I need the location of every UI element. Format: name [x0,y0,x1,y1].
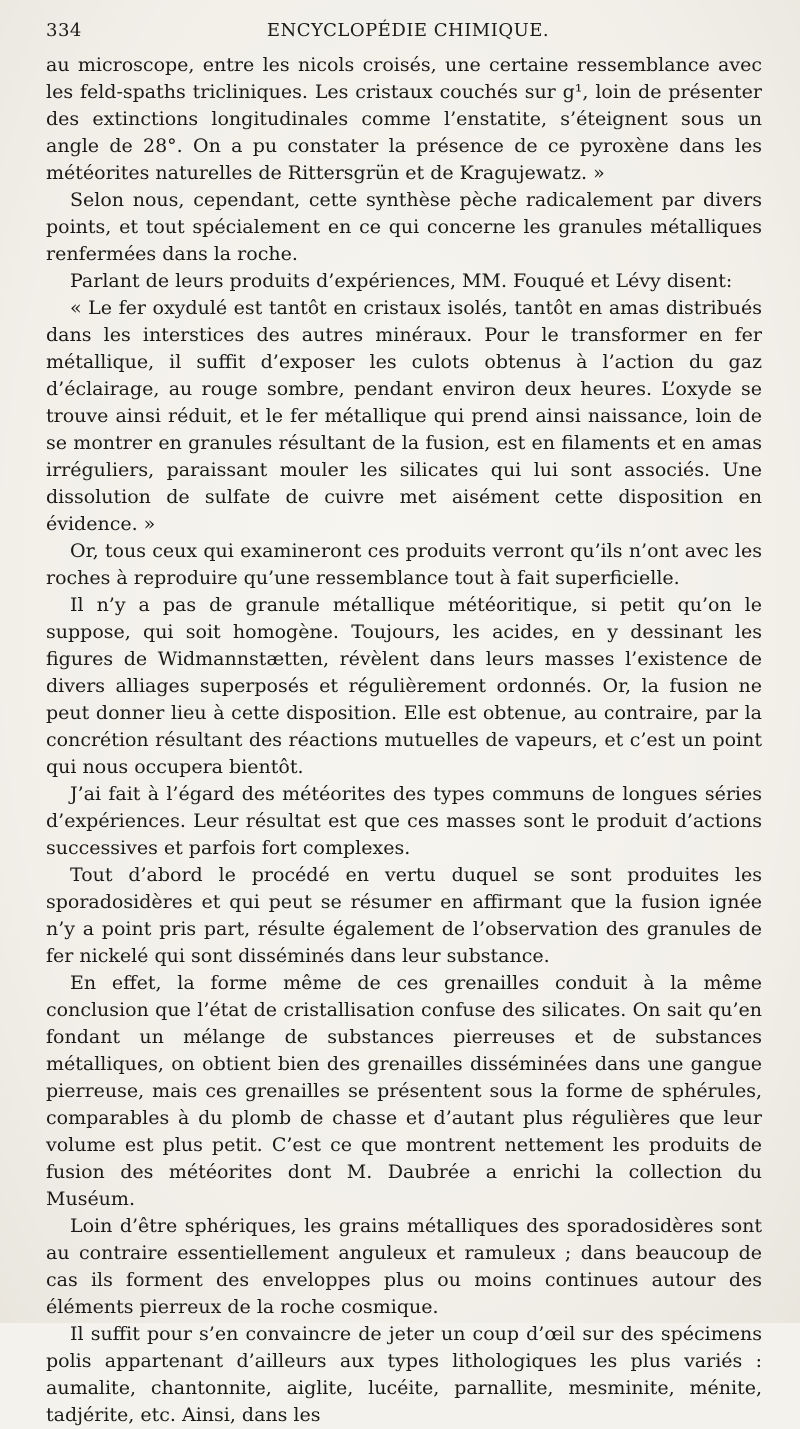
page-number: 334 [46,20,82,41]
body-text [46,52,762,1429]
paragraph: J’ai fait à l’égard des météorites des types communs de longues séries d’expériences. Leur résultat est que ces masses sont le produit d’actions successives et parfois fort complexes. [46,783,762,859]
quotation-paragraph: « Le fer oxydulé est tantôt en cristaux isolés, tantôt en amas distribués dans les interstices des autres minéraux. Pour le transformer en fer métallique, il suffit d’exposer les culots obtenus à l’action du gaz d’éclairage, au rouge sombre, pendant environ deux heures. L’oxyde se trouve ainsi réduit, et le fer métallique qui prend ainsi naissance, loin de se montrer en granules résultant de la fusion, est en filaments et en amas irréguliers, paraissant mouler les silicates qui lui sont associés. Une dissolution de sulfate de cuivre met aisément cette disposition en évidence. » [46,297,762,535]
running-title: ENCYCLOPÉDIE CHIMIQUE. [266,20,550,41]
paragraph: Tout d’abord le procédé en vertu duquel se sont produites les sporadosidères et qui peut se résumer en affirmant que la fusion ignée n’y a point pris part, résulte également de l’observation des granules de fer nickelé qui sont disséminés dans leur substance. [46,864,762,967]
paragraph: Selon nous, cependant, cette synthèse pèche radicalement par divers points, et tout spécialement en ce qui concerne les granules métalliques renfermées dans la roche. [46,189,762,265]
paragraph: Or, tous ceux qui examineront ces produits verront qu’ils n’ont avec les roches à reproduire qu’une ressemblance tout à fait superficielle. [46,540,762,589]
paragraph: Il suffit pour s’en convaincre de jeter un coup d’œil sur des spécimens polis appartenant d’ailleurs aux types lithologiques les plus variés : aumalite, chantonnite, aiglite, lucéite, parnallite, mesminite, ménite, tadjérite, etc. Ainsi, dans les [46,1323,762,1426]
paragraph-continuation: au microscope, entre les nicols croisés, une certaine ressemblance avec les feld-spaths tricliniques. Les cristaux couchés sur g¹, loin de présenter des extinctions longitudinales comme l’enstatite, s’éteignent sous un angle de 28°. On a pu constater la présence de ce pyroxène dans les météorites naturelles de Rittersgrün et de Kragujewatz. » [46,54,762,184]
paragraph: Parlant de leurs produits d’expériences, MM. Fouqué et Lévy disent: [70,270,733,292]
paragraph: Il n’y a pas de granule métallique météoritique, si petit qu’on le suppose, qui soit homogène. Toujours, les acides, en y dessinant les figures de Widmannstætten, révèlent dans leurs masses l’existence de divers alliages superposés et régulièrement ordonnés. Or, la fusion ne peut donner lieu à cette disposition. Elle est obtenue, au contraire, par la concrétion résultant des réactions mutuelles de vapeurs, et c’est un point qui nous occupera bientôt. [46,594,762,778]
paragraph: En effet, la forme même de ces grenailles conduit à la même conclusion que l’état de cristallisation confuse des silicates. On sait qu’en fondant un mélange de substances pierreuses et de substances métalliques, on obtient bien des grenailles disséminées dans une gangue pierreuse, mais ces grenailles se présentent sous la forme de sphérules, comparables à du plomb de chasse et d’autant plus régulières que leur volume est plus petit. C’est ce que montrent nettement les produits de fusion des météorites dont M. Daubrée a enrichi la collection du Muséum. [46,972,762,1210]
paragraph: Loin d’être sphériques, les grains métalliques des sporadosidères sont au contraire essentiellement anguleux et ramuleux ; dans beaucoup de cas ils forment des enveloppes plus ou moins continues autour des éléments pierreux de la roche cosmique. [46,1215,762,1318]
page-header [46,20,770,46]
